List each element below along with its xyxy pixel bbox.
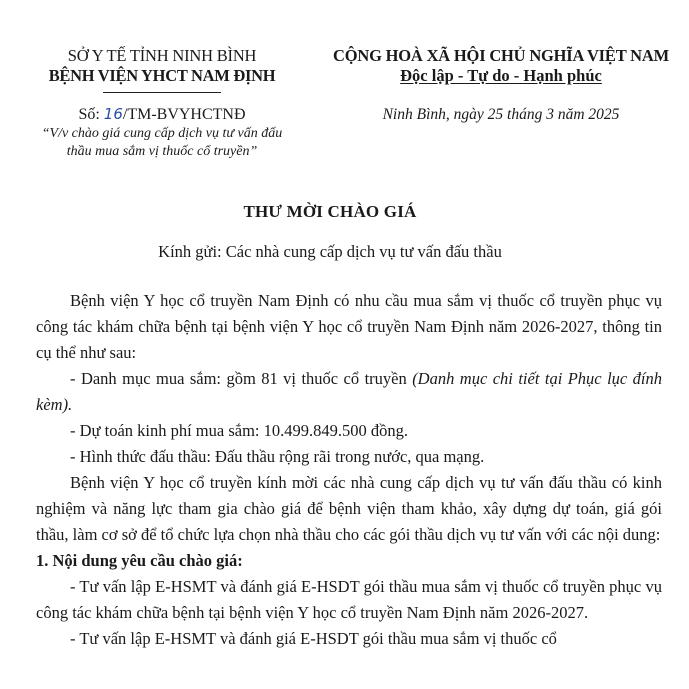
- document-number-suffix: /TM-BVYHCTNĐ: [122, 106, 246, 123]
- budget-line: - Dự toán kinh phí mua sắm: 10.499.849.500 đồng.: [70, 421, 409, 440]
- next-line-partial: - Tư vấn lập E-HSMT và đánh giá E-HSDT gói thầu mua sắm vị thuốc cổ: [70, 629, 557, 648]
- item-list-text: - Danh mục mua sắm: gồm 81 vị thuốc cổ truyền: [70, 369, 413, 388]
- bidding-form-line: - Hình thức đấu thầu: Đấu thầu rộng rãi trong nước, qua mạng.: [70, 447, 485, 466]
- item-list-line: [36, 366, 662, 418]
- national-header: [316, 46, 686, 125]
- issuer-divider: [103, 92, 221, 93]
- agency-name: SỞ Y TẾ TỈNH NINH BÌNH: [67, 46, 257, 65]
- document-title: THƯ MỜI CHÀO GIÁ: [243, 202, 417, 221]
- intro-paragraph: Bệnh viện Y học cổ truyền Nam Định có nhu cầu mua sắm vị thuốc cổ truyền phục vụ công tác khám chữa bệnh tại bệnh viện Y học cổ truyền Nam Định năm 2026-2027, thông tin cụ thể như sau:: [36, 291, 662, 362]
- national-motto: Độc lập - Tự do - Hạnh phúc: [400, 66, 602, 85]
- nation-title: CỘNG HOÀ XÃ HỘI CHỦ NGHĨA VIỆT NAM: [333, 46, 669, 65]
- item-list-note: (Danh mục chi tiết tại Phục lục đính kèm).: [36, 369, 663, 414]
- document-number-prefix: Số:: [78, 106, 104, 123]
- invitation-paragraph: Bệnh viện Y học cổ truyền kính mời các nhà cung cấp dịch vụ tư vấn đấu thầu có kinh nghiệm và năng lực tham gia chào giá để bệnh viện tham khảo, xây dựng dự toán, giá gói thầu, làm cơ sở để tổ chức lựa chọn nhà thầu cho các gói thầu dịch vụ tư vấn với các nội dung:: [36, 473, 662, 544]
- document-subject: “V/v chào giá cung cấp dịch vụ tư vấn đấu thầu mua sắm vị thuốc cổ truyền”: [41, 126, 283, 159]
- section-1-item-1: - Tư vấn lập E-HSMT và đánh giá E-HSDT gói thầu mua sắm vị thuốc cổ truyền phục vụ công tác khám chữa bệnh tại bệnh viện Y học cổ truyền Nam Định năm 2026-2027.: [36, 577, 662, 622]
- document-number: [28, 104, 296, 125]
- issuer-block: [28, 46, 296, 161]
- section-1-heading: 1. Nội dung yêu cầu chào giá:: [36, 551, 243, 570]
- addressee: Kính gửi: Các nhà cung cấp dịch vụ tư vấn đấu thầu: [158, 242, 502, 261]
- place-date: Ninh Bình, ngày 25 tháng 3 năm 2025: [382, 106, 620, 123]
- document-body: [36, 288, 663, 648]
- hospital-name: BỆNH VIỆN YHCT NAM ĐỊNH: [48, 66, 276, 85]
- document-number-handwritten: 16: [103, 105, 123, 123]
